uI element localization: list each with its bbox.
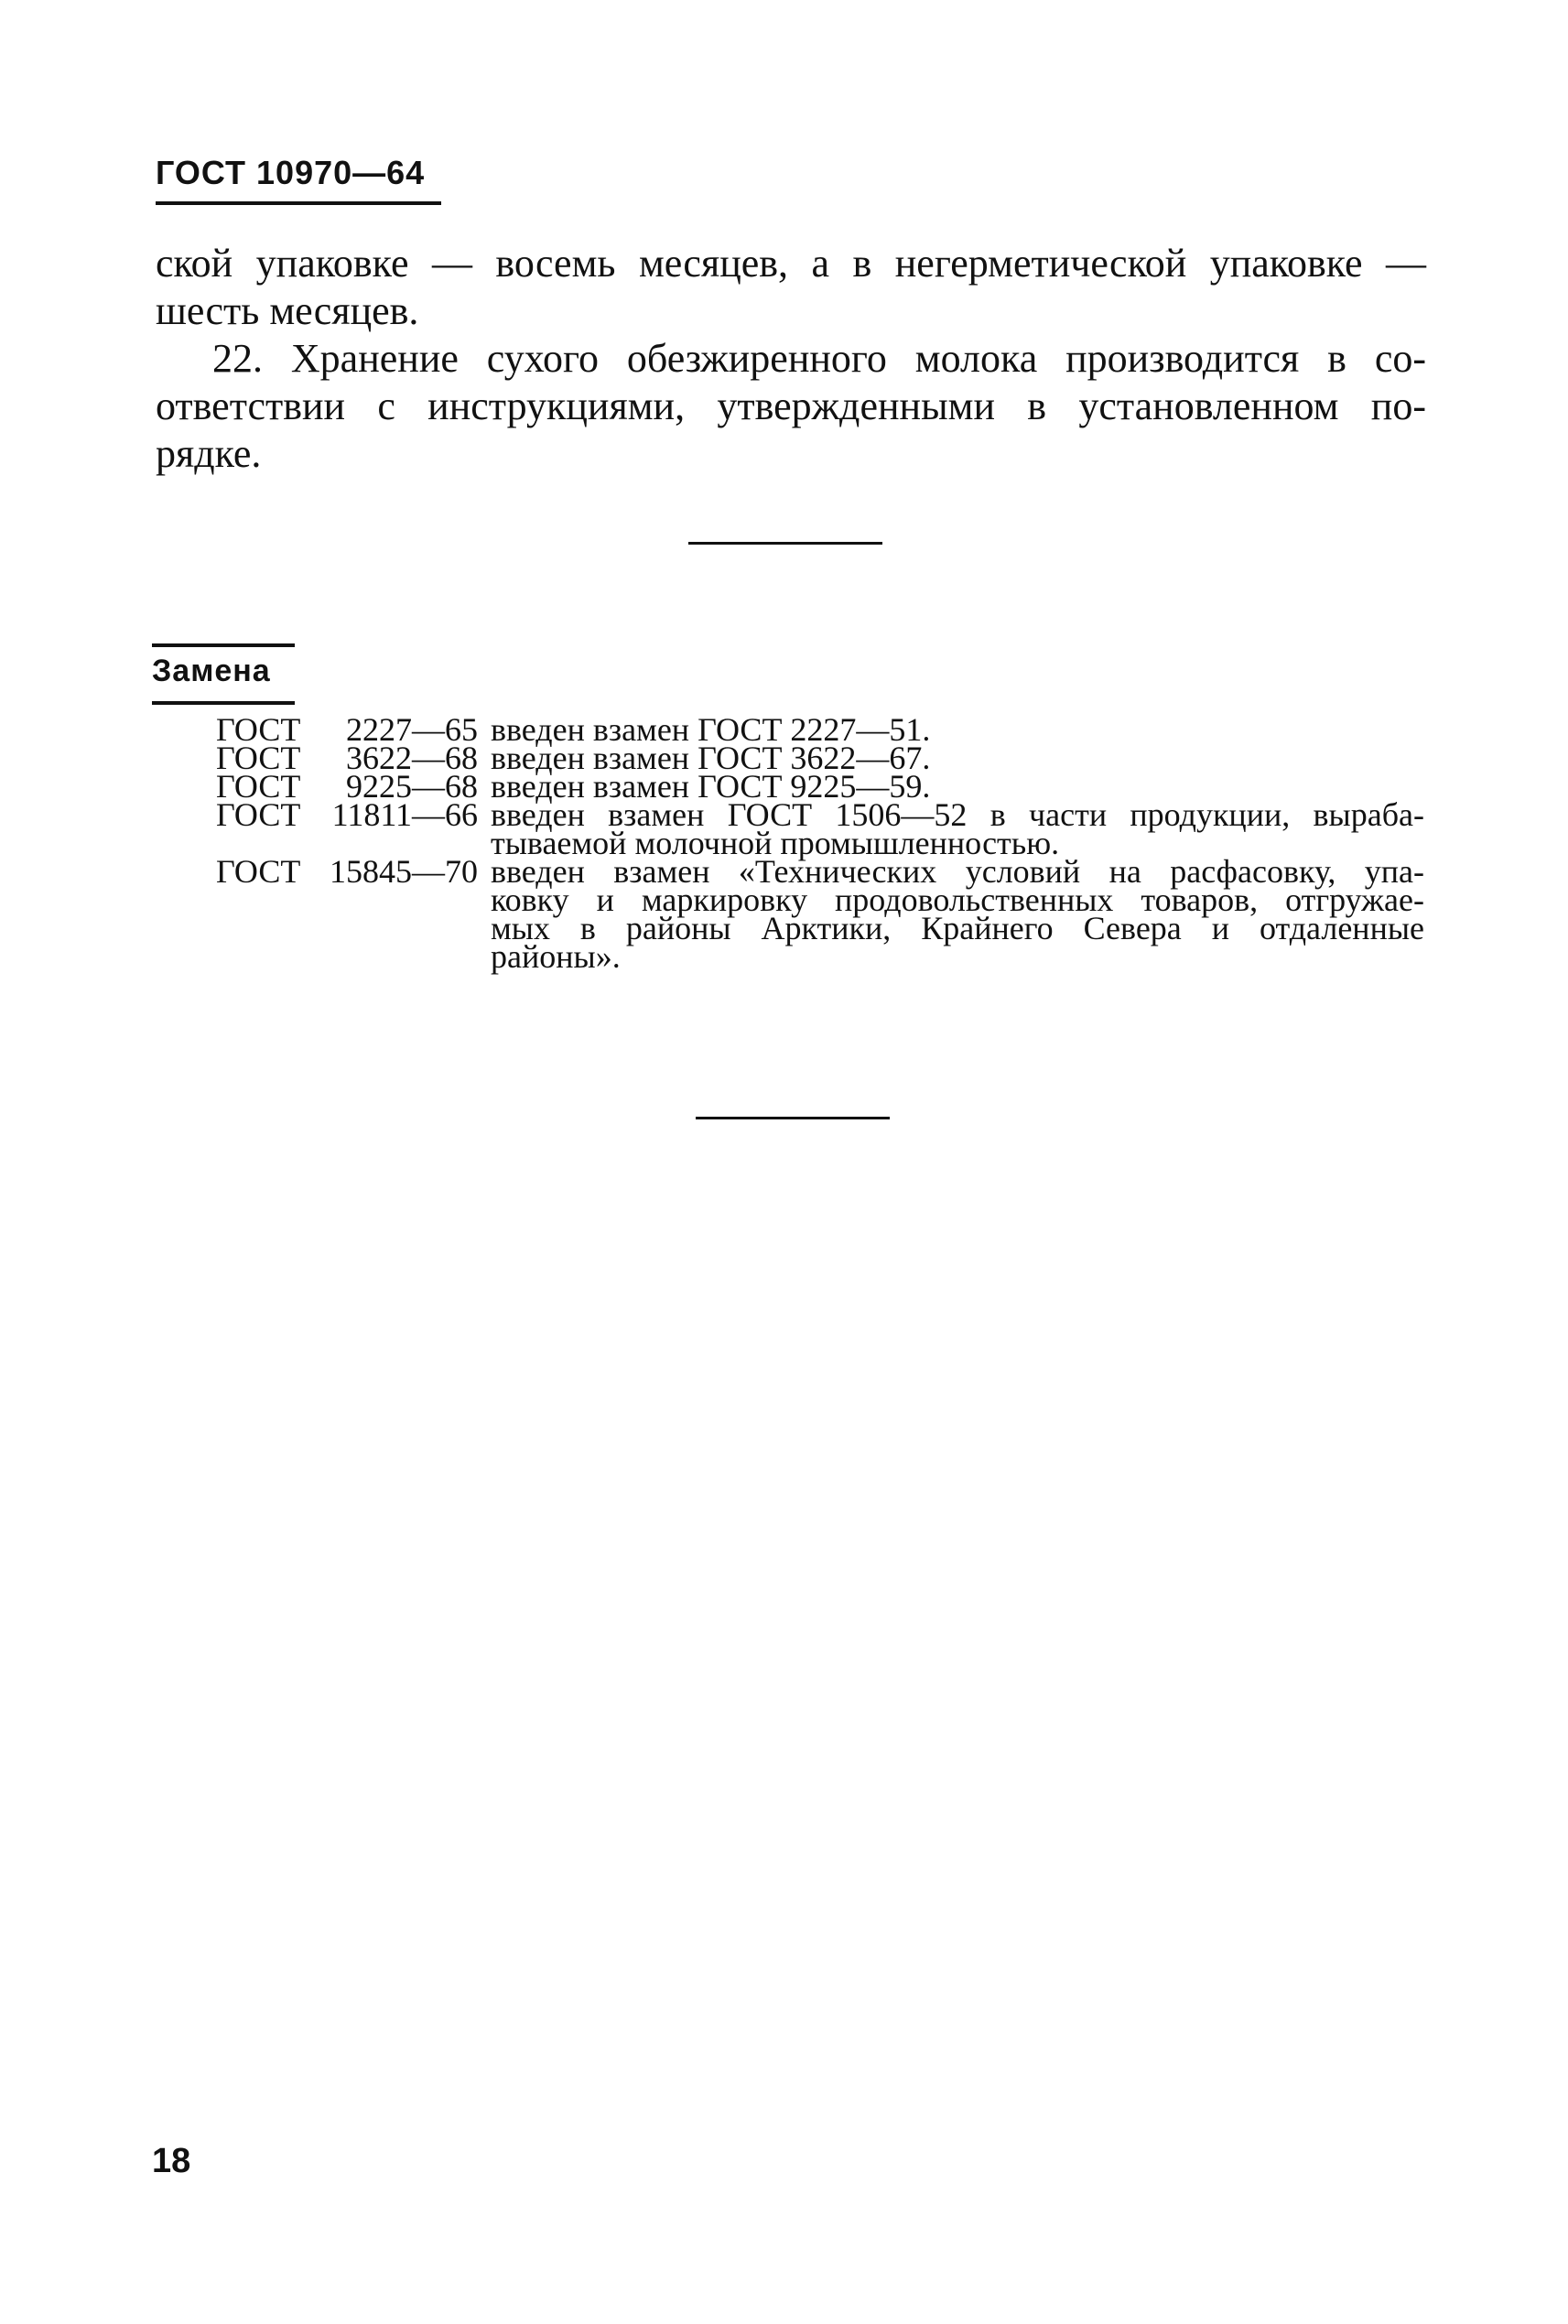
replacement-row [216, 796, 1424, 861]
description-line: ковку и маркировку продовольственных товаров, отгружае- [491, 881, 1424, 918]
text-line: ской упаковке — восемь месяцев, а в негерметической упаковке — [156, 241, 1426, 286]
body-text [156, 240, 1426, 478]
standard-number: 2227—65 [346, 711, 478, 748]
description-line: введен взамен ГОСТ 2227—51. [491, 711, 931, 748]
standard-number: 9225—68 [346, 768, 478, 805]
paragraph-22 [156, 335, 1426, 478]
standard-code: ГОСТ [216, 796, 301, 833]
heading-underline [152, 701, 295, 705]
standard-code: ГОСТ [216, 711, 301, 748]
standard-code: ГОСТ [216, 740, 301, 776]
replacement-list [216, 711, 1424, 975]
end-separator [696, 1117, 890, 1119]
paragraph-storage-term [156, 240, 1426, 335]
description-line: тываемой молочной промышленностью. [491, 825, 1060, 861]
replacement-description [491, 853, 1424, 975]
section-separator [688, 542, 882, 545]
description-line: введен взамен ГОСТ 9225—59. [491, 768, 931, 805]
document-header: ГОСТ 10970—64 [156, 154, 426, 191]
heading-overline [152, 643, 295, 647]
standard-number: 3622—68 [346, 740, 478, 776]
text-line: ответствии с инструкциями, утвержденными в установленном по- [156, 384, 1426, 428]
description-line: мых в районы Арктики, Крайнего Севера и отдаленные [491, 910, 1424, 946]
text-line: шесть месяцев. [156, 288, 419, 333]
description-line: введен взамен ГОСТ 1506—52 в части продукции, выраба- [491, 796, 1424, 833]
replacement-description [491, 796, 1424, 861]
text-line: рядке. [156, 431, 262, 476]
replacement-row [216, 853, 1424, 975]
text-line: 22. Хранение сухого обезжиренного молока производится в со- [212, 336, 1426, 381]
standard-code: ГОСТ [216, 768, 301, 805]
page-number: 18 [152, 2142, 191, 2180]
description-line: введен взамен ГОСТ 3622—67. [491, 740, 931, 776]
description-line: районы». [491, 938, 621, 975]
header-underline [156, 201, 441, 205]
standard-number: 15845—70 [330, 853, 478, 890]
replacement-heading: Замена [152, 654, 271, 688]
description-line: введен взамен «Технических условий на расфасовку, упа- [491, 853, 1424, 890]
standard-code: ГОСТ [216, 853, 301, 890]
standard-number: 11811—66 [331, 796, 478, 833]
